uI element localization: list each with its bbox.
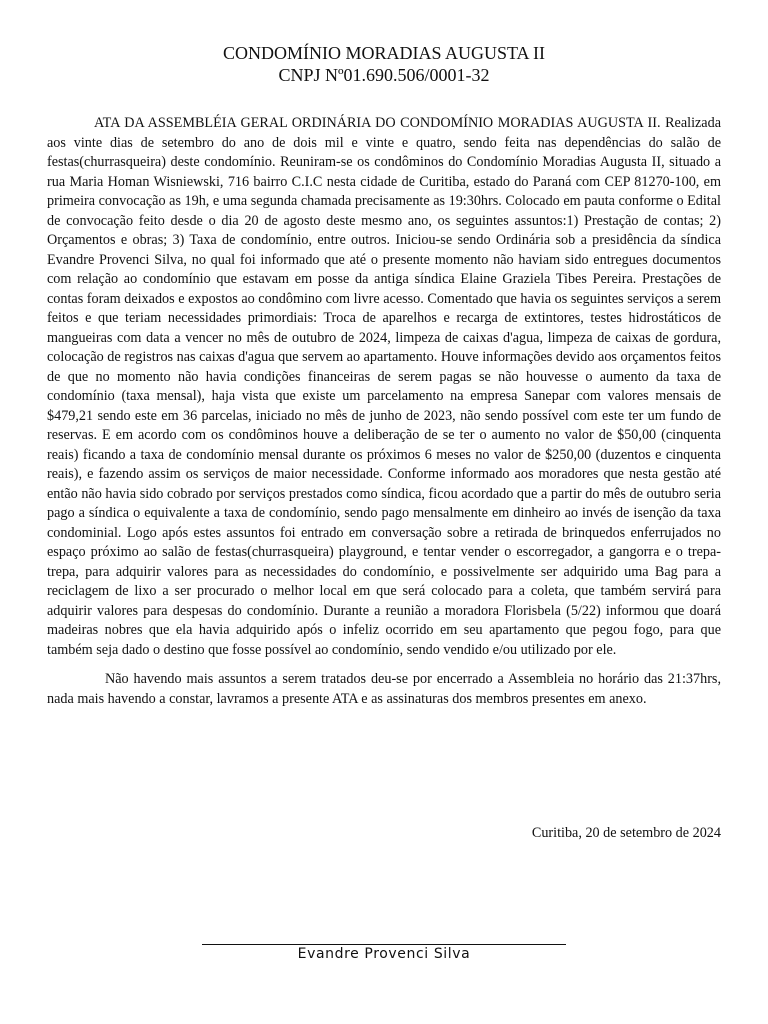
minutes-body [47,114,721,709]
cnpj-number: CNPJ Nº01.690.506/0001-32 [278,65,490,85]
document-header [0,42,768,86]
signatory-name: Evandre Provenci Silva [297,946,471,962]
minutes-paragraph-2: Não havendo mais assuntos a serem tratados deu-se por encerrado a Assembleia no horário das 21:37hrs, nada mais havendo a constar, lavramos a presente ATA e as assinaturas dos membros presentes em anexo. [47,671,721,707]
minutes-paragraph-1: ATA DA ASSEMBLÉIA GERAL ORDINÁRIA DO CONDOMÍNIO MORADIAS AUGUSTA II. Realizada aos vinte dias de setembro do ano de dois mil e vinte e quatro, sendo feita nas dependências do salão de festas(churrasqueira) deste condomínio. Reuniram-se os condôminos do Condomínio Moradias Augusta II, situado a rua Maria Homan Wisniewski, 716 bairro C.I.C nesta cidade de Curitiba, estado do Paraná com CEP 81270-100, em primeira convocação as 19h, e uma segunda chamada precisamente as 19:30hrs. Colocado em pauta conforme o Edital de convocação feito desde o dia 20 de agosto deste mesmo ano, os seguintes assuntos:1) Prestação de contas; 2) Orçamentos e obras; 3) Taxa de condomínio, entre outros. Iniciou-se sendo Ordinária sob a presidência da síndica Evandre Provenci Silva, no qual foi informado que até o presente momento não haviam sido entregues documentos com relação ao condomínio que estavam em posse da antiga síndica Elaine Graziela Tibes Pereira. Prestações de contas foram deixados e expostos ao condômino com livre acesso. Comentado que havia os seguintes serviços a serem feitos e que teriam necessidades primordiais: Troca de aparelhos e recarga de extintores, testes hidrostáticos de mangueiras com data a vencer no mês de outubro de 2024, limpeza de caixas d'agua, limpeza de caixas de gordura, colocação de registros nas caixas d'agua que servem ao apartamento. Houve informações devido aos orçamentos feitos de que no momento não havia condições financeiras de serem pagas se não houvesse o aumento da taxa de condomínio (taxa mensal), haja vista que existe um parcelamento na empresa Sanepar com valores mensais de $479,21 sendo este em 36 parcelas, iniciado no mês de junho de 2023, não sendo possível com este ter um fundo de reservas. E em acordo com os condôminos houve a deliberação de se ter o aumento no valor de $50,00 (cinquenta reais) ficando a taxa de condomínio mensal durante os próximos 6 meses no valor de $250,00 (duzentos e cinquenta reais), e fazendo assim os serviços de maior necessidade. Conforme informado aos moradores que nesta gestão até então não havia sido cobrado por serviços prestados como síndica, ficou acordado que a partir do mês de outubro seria pago a síndica o equivalente a taxa de condomínio, sendo pago mensalmente em dinheiro ao invés de isenção da taxa condominial. Logo após estes assuntos foi entrado em conversação sobre a retirada de brinquedos enferrujados no espaço próximo ao salão de festas(churrasqueira) playground, e tentar vender o escorregador, a gangorra e o trepa-trepa, para adquirir valores para as necessidades do condomínio, e possivelmente ser adquirido uma Bag para a reciclagem de lixo a ser procurado o melhor local em que será colocado para a coleta, que também servirá para adquirir valores para despesas do condomínio. Durante a reunião a moradora Florisbela (5/22) informou que doará madeiras nobres que ela havia adquirido após o infeliz ocorrido em seu apartamento que pegou fogo, para que também seja dado o destino que fosse possível ao condomínio, sendo vendido e/ou utilizado por ele. [47,115,721,658]
condominium-title: CONDOMÍNIO MORADIAS AUGUSTA II [222,43,546,63]
place-date-line: Curitiba, 20 de setembro de 2024 [531,825,721,841]
signature-block [202,944,566,963]
